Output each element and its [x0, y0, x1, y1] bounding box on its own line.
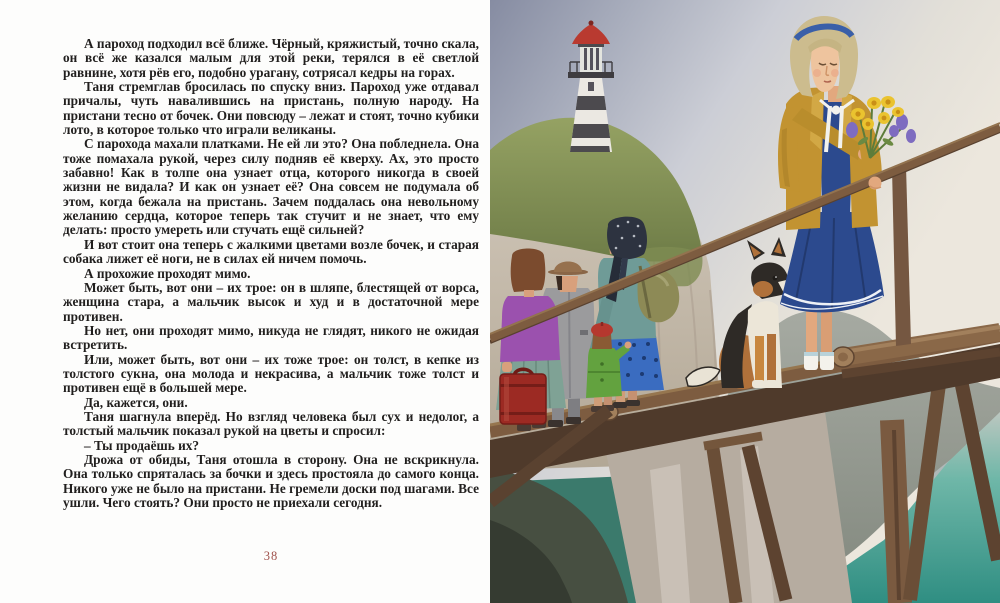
illustration-page	[490, 0, 1000, 603]
text-column	[63, 37, 479, 510]
paragraph: Таня стремглав бросилась по спуску вниз. Пароход уже отдавал причалы, чуть навалившись на пристань, полную народу. На пристани тесно от бочек. Они повсюду – лежат и стоят, точно кубики лото, в которое только что играли великаны.	[63, 79, 479, 138]
paragraph: С парохода махали платками. Не ей ли это? Она побледнела. Она тоже помахала рукой, через силу подняв её кверху. Ах, это просто забавно! Как в толпе она узнает отца, которого никогда в своей жизни не видала? И как он узнает её? Она совсем не подумала об этом, когда бежала на пристань. Зачем поддалась она невольному желанию сердца, которое теперь так стучит и не знает, что ему делать: просто умереть или стучать ещё сильней?	[63, 136, 479, 238]
granny-scarf	[607, 217, 647, 260]
suitcase	[500, 369, 546, 424]
paragraph: А прохожие проходят мимо.	[84, 265, 251, 281]
paragraph: Может быть, вот они – их трое: он в шляпе, блестящей от ворса, женщина стара, а мальчик высок и худ и в достаточной мере противен.	[63, 279, 479, 324]
illustration	[490, 0, 1000, 603]
dog-eye	[773, 276, 778, 281]
paragraph: Или, может быть, вот они – их тоже трое: он толст, в кепке из толстого сукна, она молода и некрасива, а мальчик тоже толст и противен ещё в большей мере.	[63, 351, 479, 396]
page-number: 38	[263, 549, 279, 563]
log-ring	[838, 353, 848, 362]
paragraph: И вот стоит она теперь с жалкими цветами возле бочек, и старая собака лижет её ноги, не в силах ей ничем помочь.	[63, 236, 479, 267]
lighthouse-stripe	[576, 96, 607, 110]
paragraph: Таня шагнула вперёд. Но взгляд человека был сух и недолог, а толстый мальчик показал рукой на цветы и спросил:	[63, 408, 479, 439]
paragraph: Но нет, они проходят мимо, никуда не глядят, никого не ожидая встретить.	[63, 322, 479, 353]
paragraph: А пароход подходил всё ближе. Чёрный, кряжистый, точно скала, он всё же казался малым для этой реки, терялся в её светлой равнине, хотя рёв его, подобно урагану, сотрясал кедры на горах.	[63, 36, 480, 80]
paragraph: – Ты продаёшь их?	[84, 437, 200, 453]
paragraph: Дрожа от обиды, Таня отошла в сторону. Она не вскрикнула. Она только спряталась за бочки и здесь простояла до самого конца. Никого уже не было на пристани. Не гремели доски под шагами. Все ушли. Чего стоять? Они просто не приехали сегодня.	[63, 451, 479, 510]
lighthouse-gallery	[568, 72, 614, 78]
woman-hair	[511, 249, 546, 293]
paragraph: Да, кажется, они.	[84, 394, 188, 410]
